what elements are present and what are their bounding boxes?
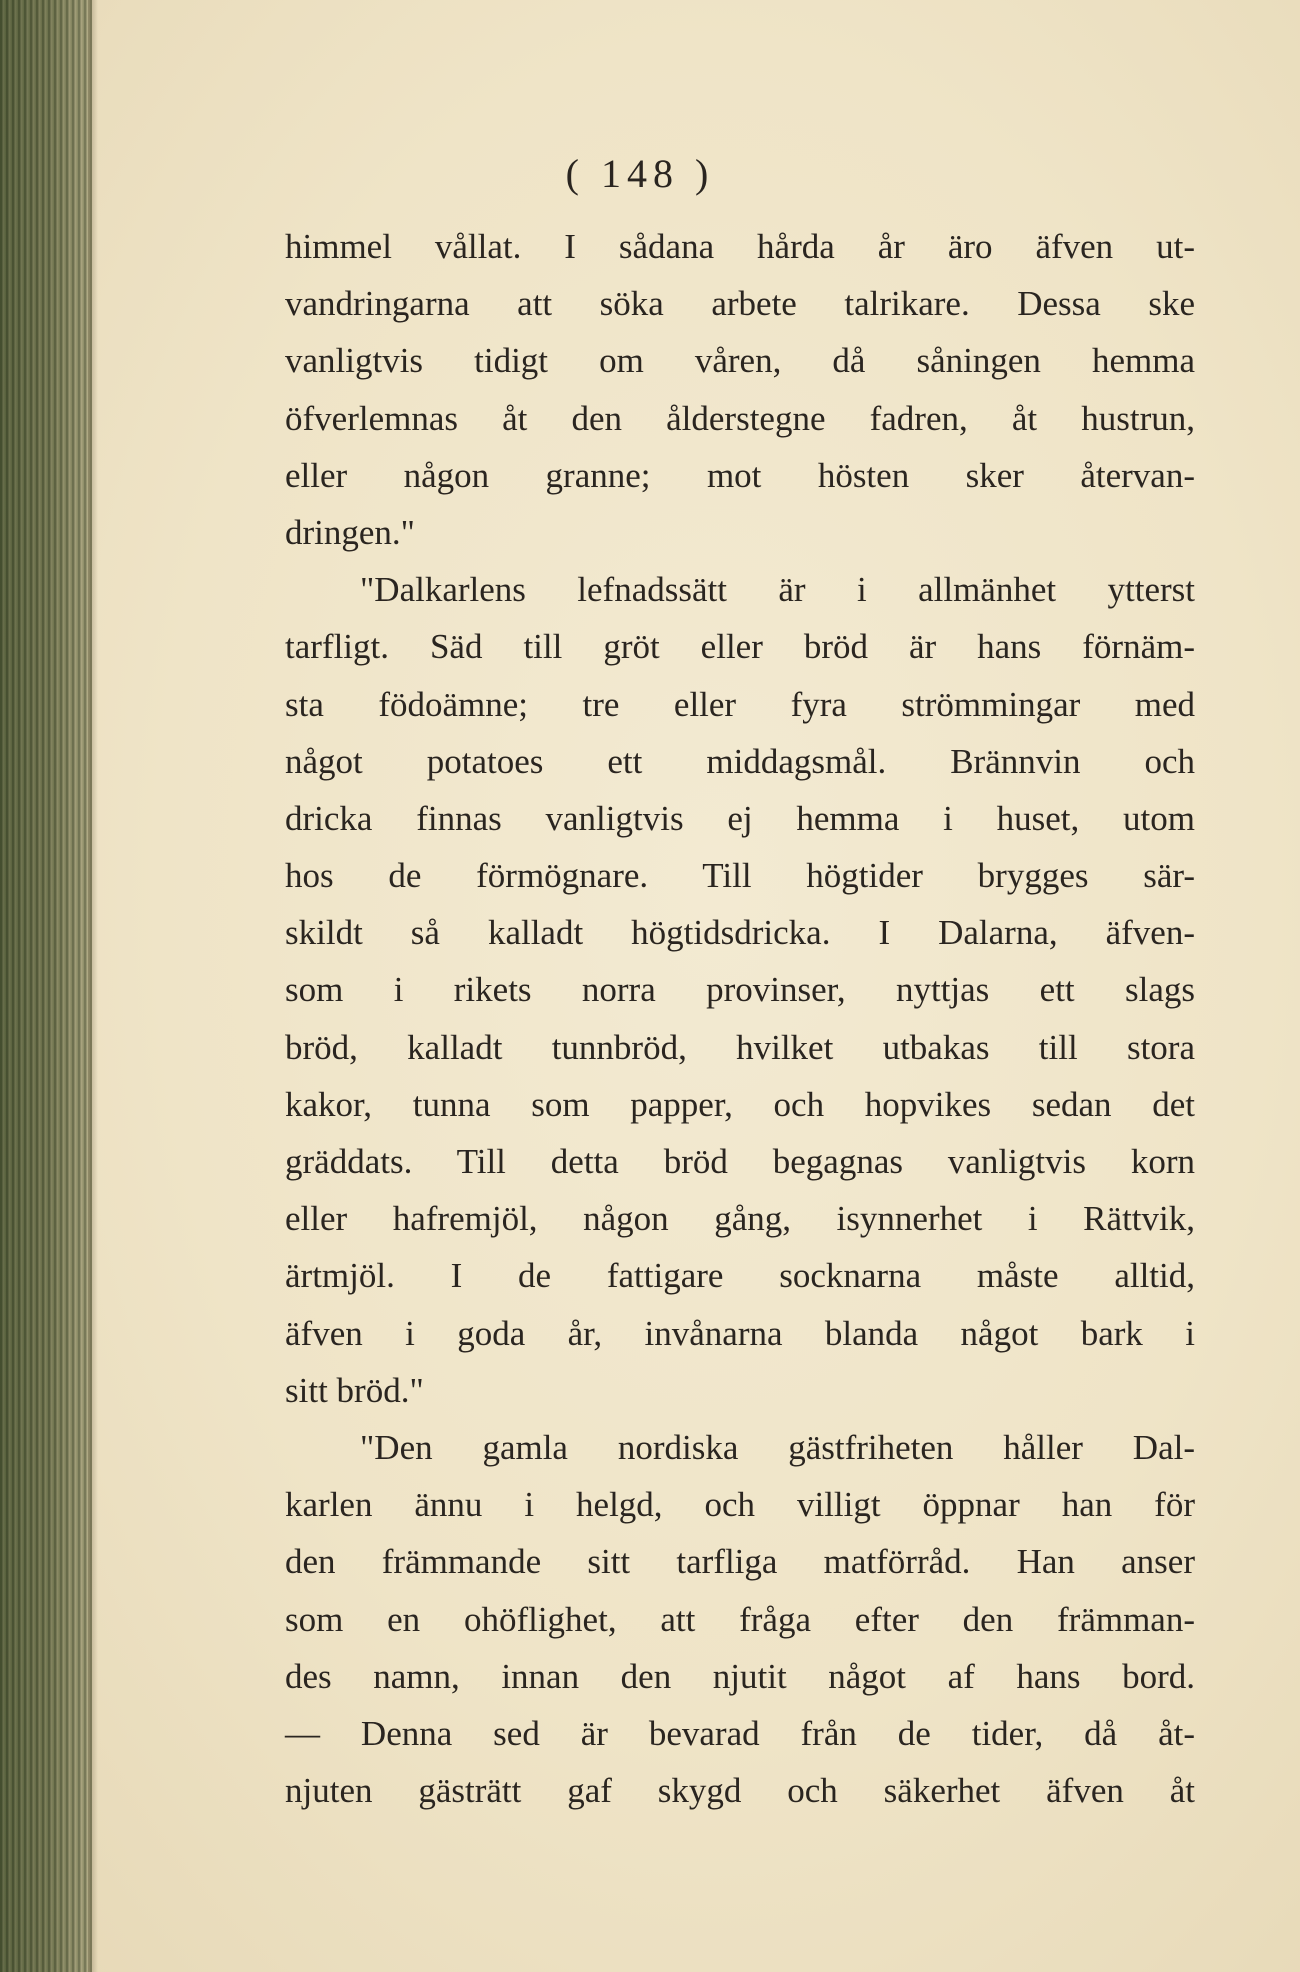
text-line: des namn, innan den njutit något af hans bord. <box>285 1656 1195 1696</box>
text-line: karlen ännu i helgd, och villigt öppnar han för <box>285 1485 1195 1525</box>
text-line: kakor, tunna som papper, och hopvikes sedan det <box>285 1084 1195 1124</box>
text-line: hos de förmögnare. Till högtider brygges sär- <box>285 856 1195 896</box>
text-line: något potatoes ett middagsmål. Brännvin och <box>285 741 1195 781</box>
text-line: njuten gästrätt gaf skygd och säkerhet äfven åt <box>285 1771 1195 1811</box>
text-line: dricka finnas vanligtvis ej hemma i huset, utom <box>285 798 1195 838</box>
text-line: öfverlemnas åt den ålderstegne fadren, åt hustrun, <box>285 398 1195 438</box>
text-line: sitt bröd." <box>285 1370 424 1410</box>
text-line: dringen." <box>285 512 415 552</box>
text-line: — Denna sed är bevarad från de tider, då åt- <box>285 1713 1195 1753</box>
text-line: skildt så kalladt högtidsdricka. I Dalarna, äfven- <box>285 913 1195 953</box>
text-line: vanligtvis tidigt om våren, då såningen hemma <box>285 341 1195 381</box>
text-line: äfven i goda år, invånarna blanda något bark i <box>285 1313 1195 1353</box>
text-line: gräddats. Till detta bröd begagnas vanligtvis korn <box>285 1142 1195 1181</box>
text-line: "Den gamla nordiska gästfriheten håller Dal- <box>360 1427 1195 1467</box>
text-line: sta födoämne; tre eller fyra strömmingar med <box>285 684 1195 724</box>
text-line: tarfligt. Säd till gröt eller bröd är hans förnäm- <box>285 627 1195 667</box>
text-line: ärtmjöl. I de fattigare socknarna måste alltid, <box>285 1256 1195 1296</box>
text-line: "Dalkarlens lefnadssätt är i allmänhet ytterst <box>360 570 1195 610</box>
text-line: eller hafremjöl, någon gång, isynnerhet i Rättvik, <box>285 1199 1195 1239</box>
text-line: eller någon granne; mot hösten sker återvan- <box>285 455 1195 495</box>
text-line: himmel vållat. I sådana hårda år äro äfven ut- <box>285 227 1195 266</box>
page-gutter <box>88 0 98 1972</box>
text-line: som en ohöflighet, att fråga efter den främman- <box>285 1599 1195 1639</box>
book-spine <box>0 0 92 1972</box>
page-number: ( 148 ) <box>565 151 715 196</box>
text-line: den främmande sitt tarfliga matförråd. Han anser <box>285 1542 1195 1582</box>
text-line: bröd, kalladt tunnbröd, hvilket utbakas till stora <box>285 1027 1195 1067</box>
text-line: som i rikets norra provinser, nyttjas ett slags <box>285 970 1195 1010</box>
text-line: vandringarna att söka arbete talrikare. Dessa ske <box>285 284 1195 324</box>
body-text <box>285 218 1195 1819</box>
